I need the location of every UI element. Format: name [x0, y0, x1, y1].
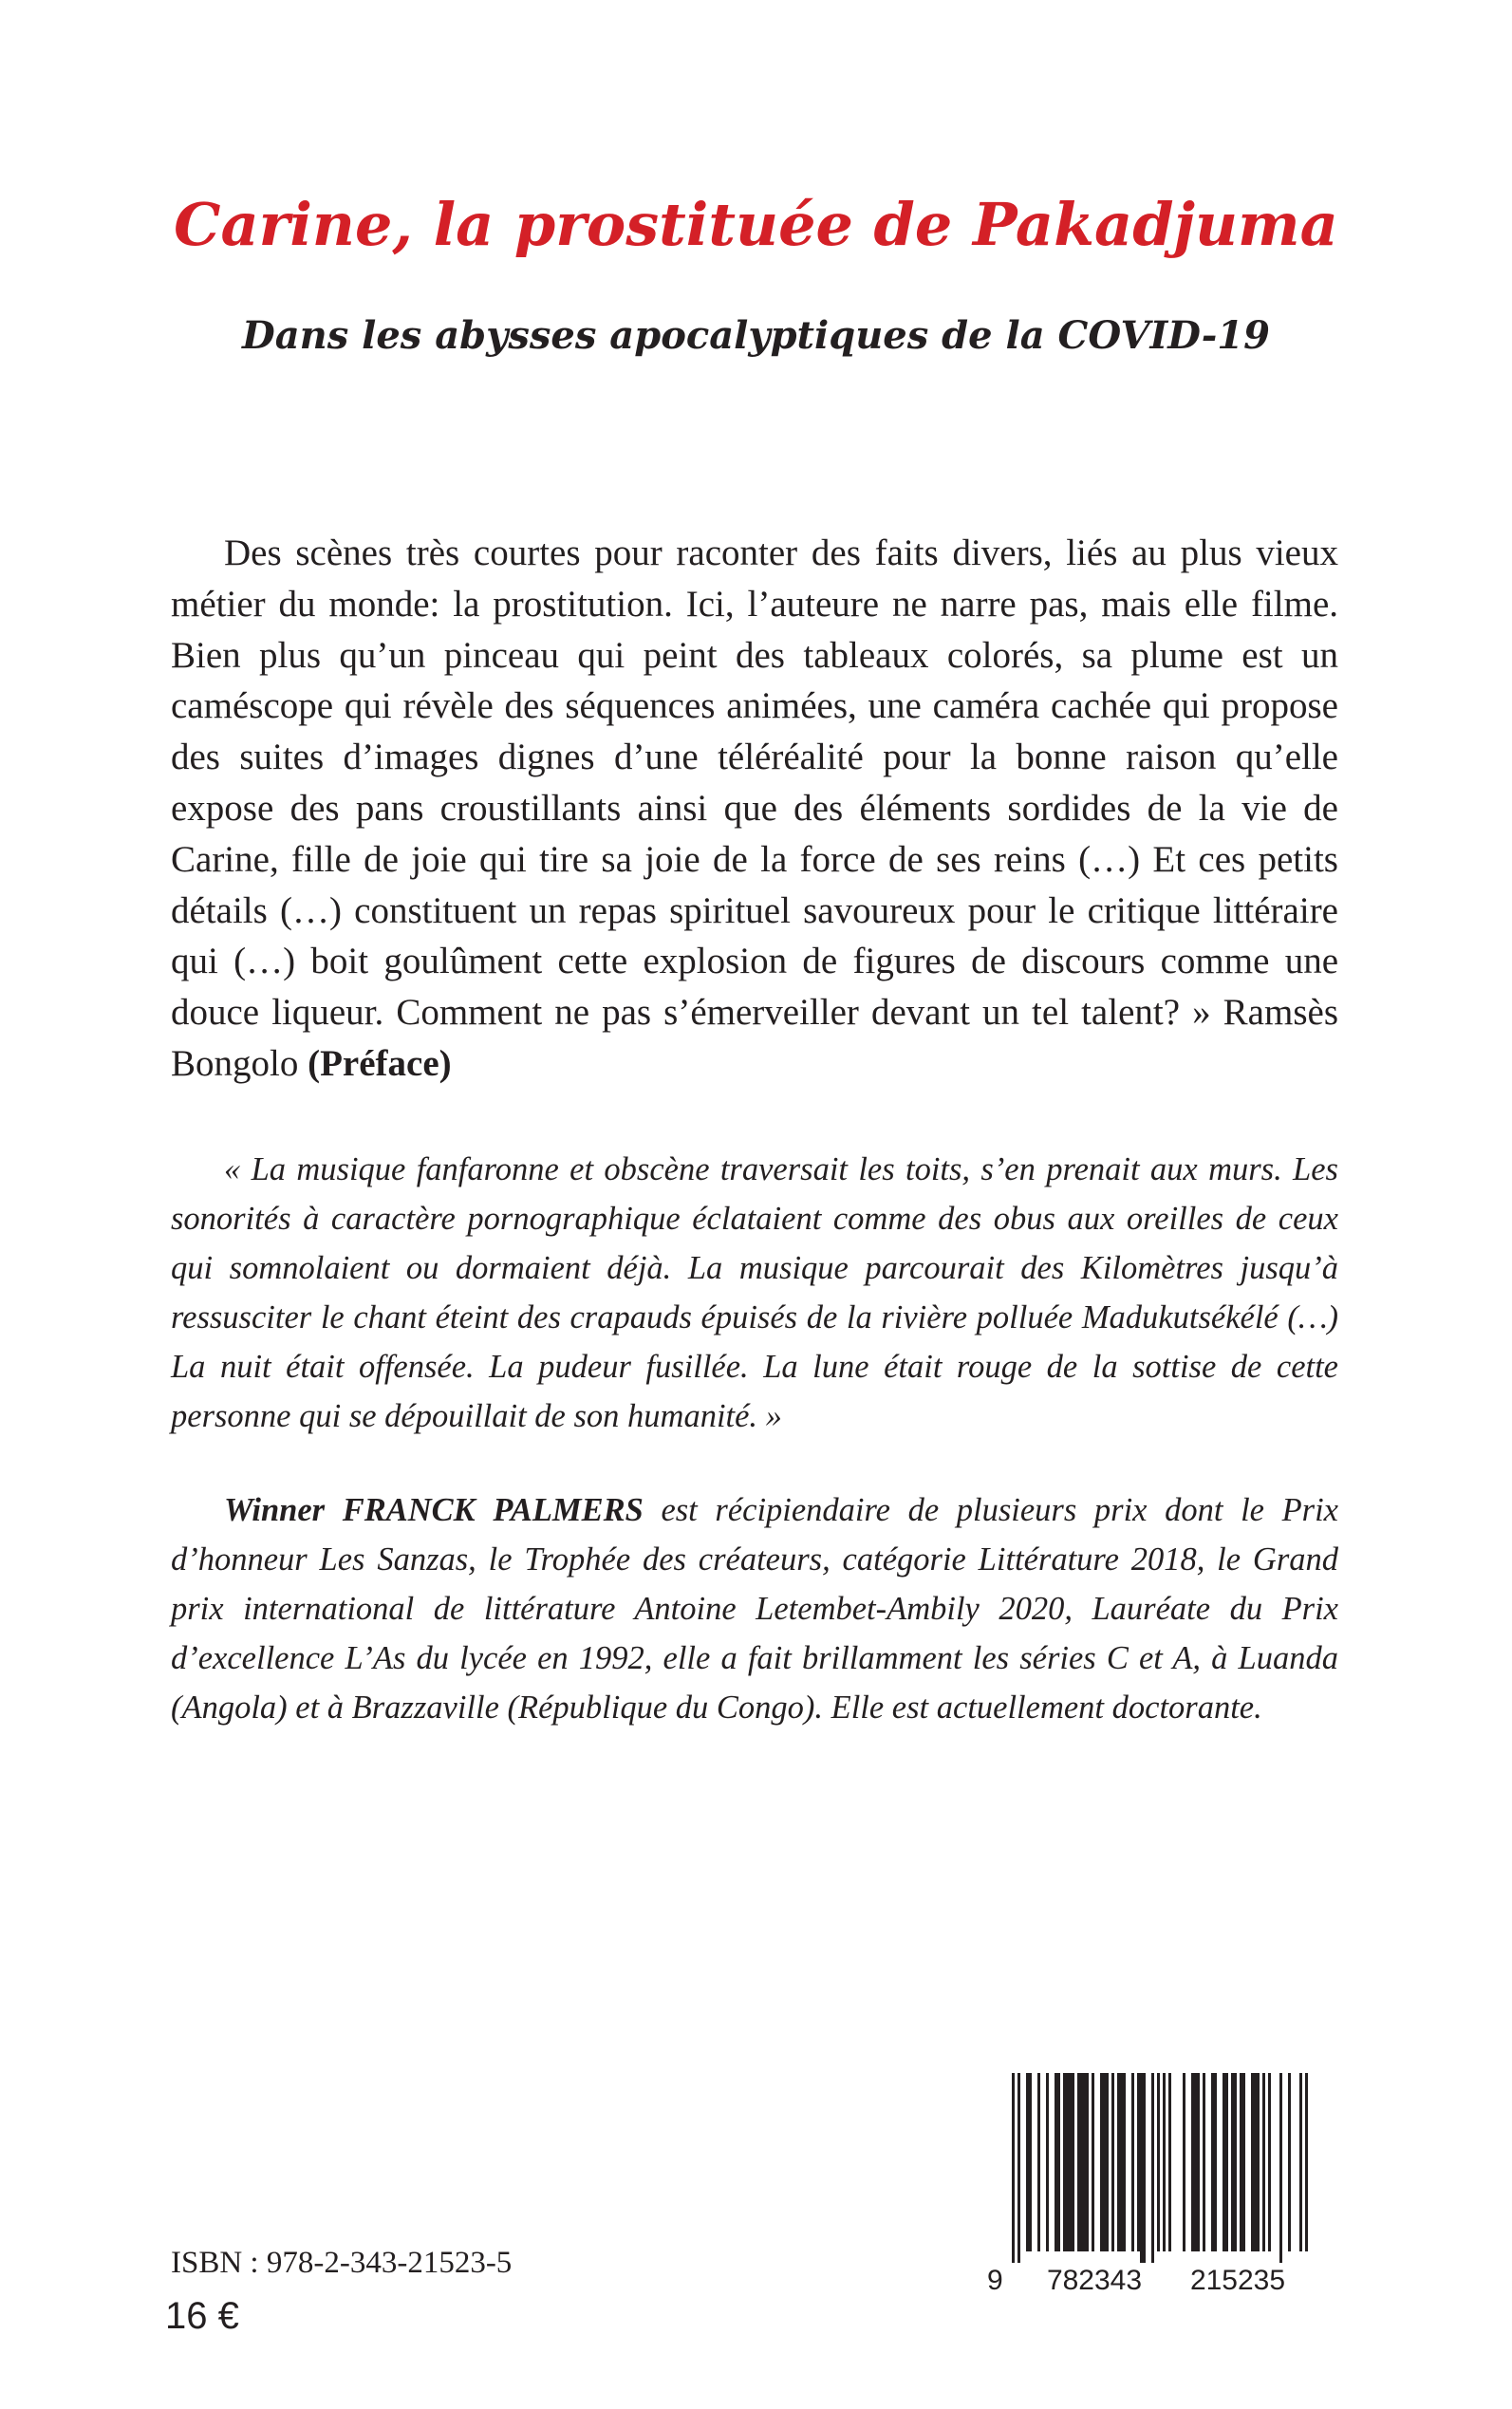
book-excerpt: « La musique fanfaronne et obscène traversait les toits, s’en prenait aux murs. Les sonorités à caractère pornographique éclataient comme des obus aux oreilles de ceux qui somnolaient ou dormaient déjà. La musique parcourait des Kilomètres jusqu’à ressusciter le chant éteint des crapauds épuisés de la rivière polluée Madukutsékélé (…) La nuit était offensée. La pudeur fusillée. La lune était rouge de la sottise de cette personne qui se dépouillait de son humanité. » — [171, 1151, 1338, 1434]
barcode-bar — [1157, 2073, 1160, 2251]
barcode-bar — [1168, 2073, 1171, 2251]
blurb-text: Des scènes très courtes pour raconter des faits divers, liés au plus vieux métier du monde: la prostitution. Ici, l’auteure ne narre pas, mais elle filme. Bien plus qu’un pinceau qui peint des tableaux colorés, sa plume est un caméscope qui révèle des séquences animées, une caméra cachée qui propose des suites d’images dignes d’une téléréalité pour la bonne raison qu’elle expose des pans croustillants ainsi que des éléments sordides de la vie de Carine, fille de joie qui tire sa joie de la force de ses reins (…) Et ces petits détails (…) constituent un repas spirituel savoureux pour le critique littéraire qui (…) boit goulûment cette explosion de figures de discours comme une douce liqueur. Comment ne pas s’émerveiller devant un tel talent? » Ramsès Bongolo — [171, 532, 1338, 1084]
barcode-bar — [1279, 2073, 1282, 2263]
barcode-bar — [1055, 2073, 1057, 2251]
barcode-graphic — [987, 2073, 1334, 2297]
barcode-bar — [1288, 2073, 1291, 2251]
barcode-bar — [1262, 2073, 1265, 2251]
barcode-bar — [1072, 2073, 1074, 2251]
barcode-bar — [1046, 2073, 1049, 2251]
barcode-bar — [1037, 2073, 1040, 2251]
barcode-bar — [1151, 2073, 1154, 2263]
barcode-bar — [1203, 2073, 1205, 2251]
barcode-bar — [1086, 2073, 1089, 2251]
barcode-bar — [1012, 2073, 1015, 2263]
preface-blurb — [171, 528, 1338, 1090]
barcode-bar — [1183, 2073, 1185, 2251]
barcode-bar — [1111, 2073, 1114, 2251]
barcode-bar — [1231, 2073, 1234, 2251]
barcode-bar — [1131, 2073, 1134, 2251]
preface-label: (Préface) — [308, 1042, 452, 1084]
barcode-bar — [1066, 2073, 1069, 2251]
barcode-bar — [1251, 2073, 1254, 2251]
barcode-bar — [1242, 2073, 1245, 2251]
barcode-bar — [1268, 2073, 1271, 2251]
barcode-bar — [1140, 2073, 1143, 2263]
barcode-bar — [1305, 2073, 1308, 2251]
barcode-bar — [1194, 2073, 1197, 2251]
price: 16 € — [165, 2295, 239, 2337]
barcode-bar — [1234, 2073, 1237, 2251]
barcode-bar — [1026, 2073, 1029, 2251]
barcode-bar — [1240, 2073, 1242, 2251]
barcode-bar — [1103, 2073, 1106, 2251]
barcode-bar — [1163, 2073, 1166, 2251]
book-title: Carine, la prostituée de Pakadjuma — [174, 190, 1338, 259]
barcode-bar — [1117, 2073, 1120, 2251]
barcode-bar — [1123, 2073, 1126, 2251]
barcode-bar — [1257, 2073, 1260, 2251]
barcode-bar — [1143, 2073, 1146, 2263]
barcode-bar — [1106, 2073, 1109, 2251]
barcode-group-1: 782343 — [1046, 2265, 1143, 2296]
barcode-bar — [1254, 2073, 1257, 2251]
barcode-group-2: 215235 — [1189, 2265, 1286, 2296]
barcode-bar — [1197, 2073, 1200, 2251]
barcode-bar — [1029, 2073, 1032, 2251]
barcode-bar — [1225, 2073, 1228, 2251]
barcode-bar — [1063, 2073, 1066, 2251]
barcode-bar — [1057, 2073, 1060, 2251]
barcode-bar — [1069, 2073, 1072, 2251]
barcode — [987, 2073, 1334, 2297]
author-bio — [171, 1485, 1338, 1732]
barcode-bar — [1080, 2073, 1083, 2251]
barcode-bar — [1092, 2073, 1094, 2251]
barcode-bar — [1077, 2073, 1080, 2251]
author-name: Winner FRANCK PALMERS — [224, 1492, 644, 1528]
barcode-bar — [1120, 2073, 1123, 2251]
barcode-bars — [1012, 2073, 1308, 2263]
isbn-number: ISBN : 978-2-343-21523-5 — [171, 2246, 513, 2280]
barcode-bar — [1223, 2073, 1225, 2251]
bio-text: est récipiendaire de plusieurs prix dont le Prix d’honneur Les Sanzas, le Trophée des créateurs, catégorie Littérature 2018, le Grand prix international de littérature Antoine Letembet-Ambily 2020, Lauréate du Prix d’excellence L’As du lycée en 1992, elle a fait brillamment les séries C et A, à Luanda (Angola) et à Brazzaville (République du Congo). Elle est actuellement doctorante. — [171, 1492, 1338, 1726]
book-subtitle: Dans les abysses apocalyptiques de la COVID-19 — [242, 313, 1270, 358]
barcode-bar — [1017, 2073, 1020, 2263]
barcode-bar — [1137, 2073, 1140, 2251]
barcode-bar — [1211, 2073, 1214, 2251]
barcode-bar — [1299, 2073, 1302, 2251]
barcode-bar — [1191, 2073, 1194, 2251]
barcode-bar — [1083, 2073, 1086, 2251]
barcode-bar — [1100, 2073, 1103, 2251]
barcode-first-digit: 9 — [987, 2265, 1003, 2296]
barcode-bar — [1214, 2073, 1217, 2251]
